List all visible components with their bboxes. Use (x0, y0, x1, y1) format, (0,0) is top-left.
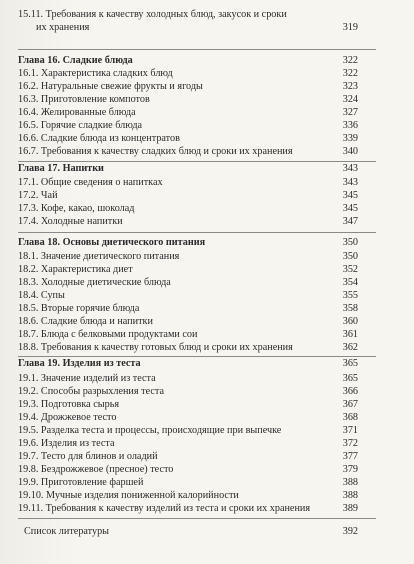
toc-entry-text: их хранения (36, 22, 90, 33)
section-divider (18, 49, 376, 50)
toc-entry-text: 15.11. Требования к качеству холодных блюд, закусок и сроки (18, 9, 287, 20)
section-divider (18, 232, 376, 233)
document-page: 15.11. Требования к качеству холодных блюд, закусок и сроки их хранения 319 Глава 16. Сладкие блюда 322 16.1. Характеристика сладких блюд 322 16.2. Натуральные свежие фрукты и ягоды 323 16.3. Приготовление компотов 324 16.4. Желированные блюда 327 16.5. Горячие сладкие блюда 336 16.6. Сладкие блюда из концентратов 339 16.7. Требования к качеству сладких блюд и сроки их хранения 340 Глава 17. Напитки 343 17.1. Общие сведения о напитках 343 17.2. Чай 345 17.3. Кофе, какао, шоколад 345 17.4. Холодные напитки 347 Глава 18. Основы диетического питания 350 18.1. Значение диетического питания 350 18.2. Характеристика диет 352 18.3. Холодные диетические блюда 354 18.4. Супы 355 18.5. Вторые горячие блюда 358 18.6. Сладкие блюда и напитки 360 18.7. Блюда с белковыми продуктами сои 361 18.8. Требования к качеству готовых блюд и сроки их хранения 362 Глава 19. Изделия из теста 365 19.1. Значение изделий из теста 365 19.2. Способы разрыхления теста 366 19.3. Подготовка сырья 367 19.4. Дрожжевое тесто 368 19.5. Разделка теста и процессы, происходящие при выпечке 371 19.6. Изделия из теста 372 19.7. Тесто для блинов и оладий 377 19.8. Бездрожжевое (пресное) тесто 379 19.9. Приготовление фаршей 388 19.10. Мучные изделия пониженной калорийности 388 19.11. Требования к качеству изделий из теста и сроки их хранения 389 Список литературы 392 (0, 0, 414, 564)
section-divider (18, 518, 376, 519)
toc-page-number: 319 (342, 22, 358, 33)
